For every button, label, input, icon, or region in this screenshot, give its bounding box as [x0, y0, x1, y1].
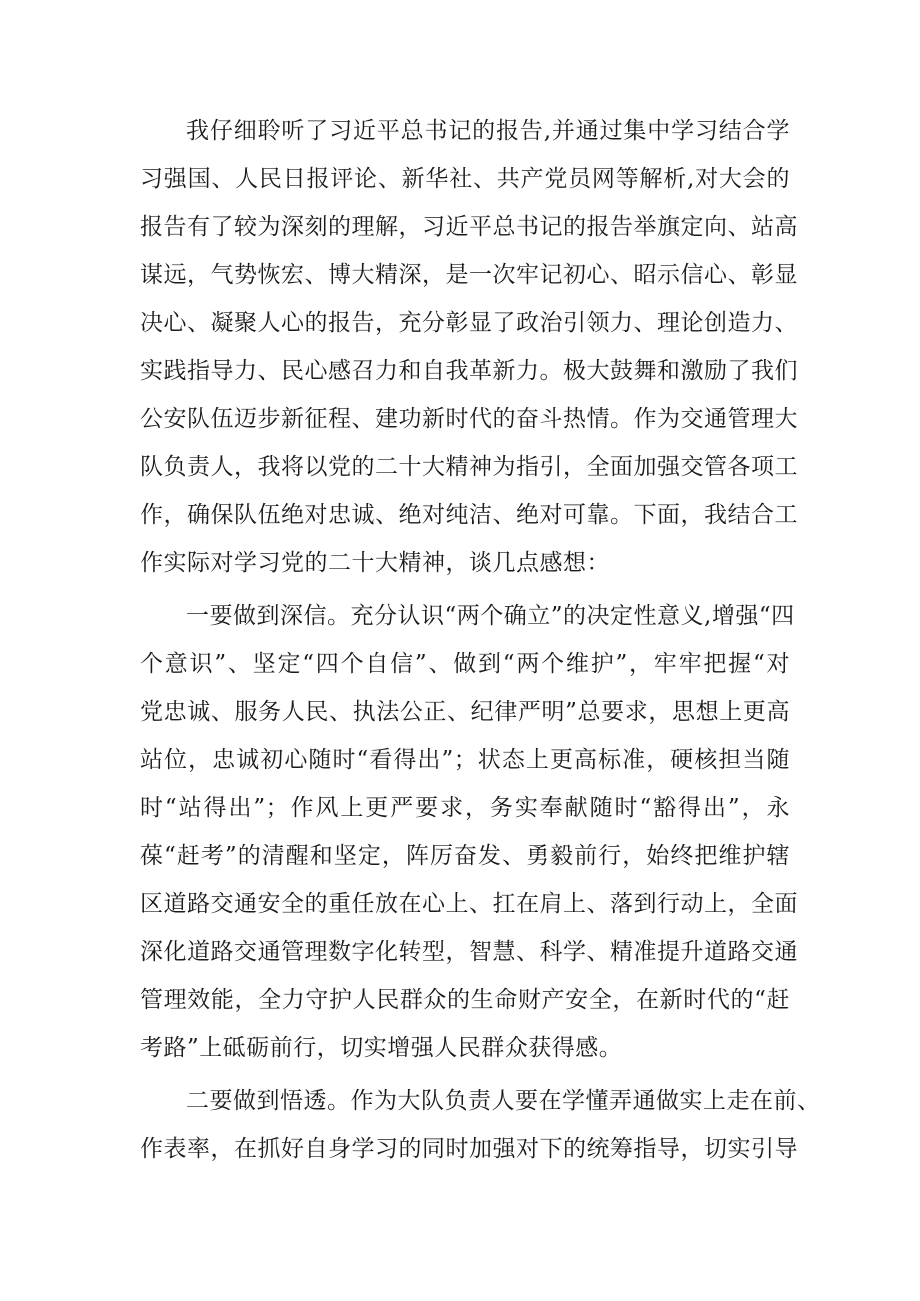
paragraph-1-line: 报告有了较为深刻的理解，习近平总书记的报告举旗定向、站高	[140, 214, 798, 240]
paragraph-1-line: 队负责人，我将以党的二十大精神为指引，全面加强交管各项工	[140, 454, 798, 480]
paragraph-3-line: 作表率，在抓好自身学习的同时加强对下的统筹指导，切实引导	[140, 1136, 798, 1162]
paragraph-2-line: 党忠诚、服务人民、执法公正、纪律严明”总要求，思想上更高	[140, 699, 790, 725]
paragraph-1-line: 习强国、人民日报评论、新华社、共产党员网等解析,对大会的	[140, 166, 790, 192]
paragraph-3-line: 二要做到悟透。作为大队负责人要在学懂弄通做实上走在前、	[186, 1088, 821, 1114]
paragraph-1-line: 作，确保队伍绝对忠诚、绝对纯洁、绝对可靠。下面，我结合工	[140, 502, 798, 528]
paragraph-1-line: 谋远，气势恢宏、博大精深，是一次牢记初心、昭示信心、彰显	[140, 262, 798, 288]
paragraph-1-line: 我仔细聆听了习近平总书记的报告,并通过集中学习结合学	[186, 118, 790, 144]
paragraph-2-line: 个意识”、坚定“四个自信”、做到“两个维护”，牢牢把握“对	[140, 651, 790, 677]
paragraph-1-line: 作实际对学习党的二十大精神，谈几点感想：	[140, 550, 610, 576]
paragraph-1-line: 决心、凝聚人心的报告，充分彰显了政治引领力、理论创造力、	[140, 310, 798, 336]
paragraph-2-line: 站位，忠诚初心随时“看得出”；状态上更高标准，硬核担当随	[140, 747, 790, 773]
paragraph-2-line: 管理效能，全力守护人民群众的生命财产安全，在新时代的“赶	[140, 987, 790, 1013]
paragraph-2-line: 时“站得出”；作风上更严要求，务实奉献随时“豁得出”，永	[140, 795, 790, 821]
paragraph-1-line: 公安队伍迈步新征程、建功新时代的奋斗热情。作为交通管理大	[140, 406, 798, 432]
paragraph-2-line: 区道路交通安全的重任放在心上、扛在肩上、落到行动上，全面	[140, 891, 798, 917]
paragraph-2-line: 考路”上砥砺前行，切实增强人民群众获得感。	[140, 1035, 623, 1061]
paragraph-2-line: 一要做到深信。充分认识“两个确立”的决定性意义,增强“四	[186, 603, 795, 629]
paragraph-2-line: 葆“赶考”的清醒和坚定，阵厉奋发、勇毅前行，始终把维护辖	[140, 843, 790, 869]
paragraph-2-line: 深化道路交通管理数字化转型，智慧、科学、精准提升道路交通	[140, 939, 798, 965]
paragraph-1-line: 实践指导力、民心感召力和自我革新力。极大鼓舞和激励了我们	[140, 358, 798, 384]
